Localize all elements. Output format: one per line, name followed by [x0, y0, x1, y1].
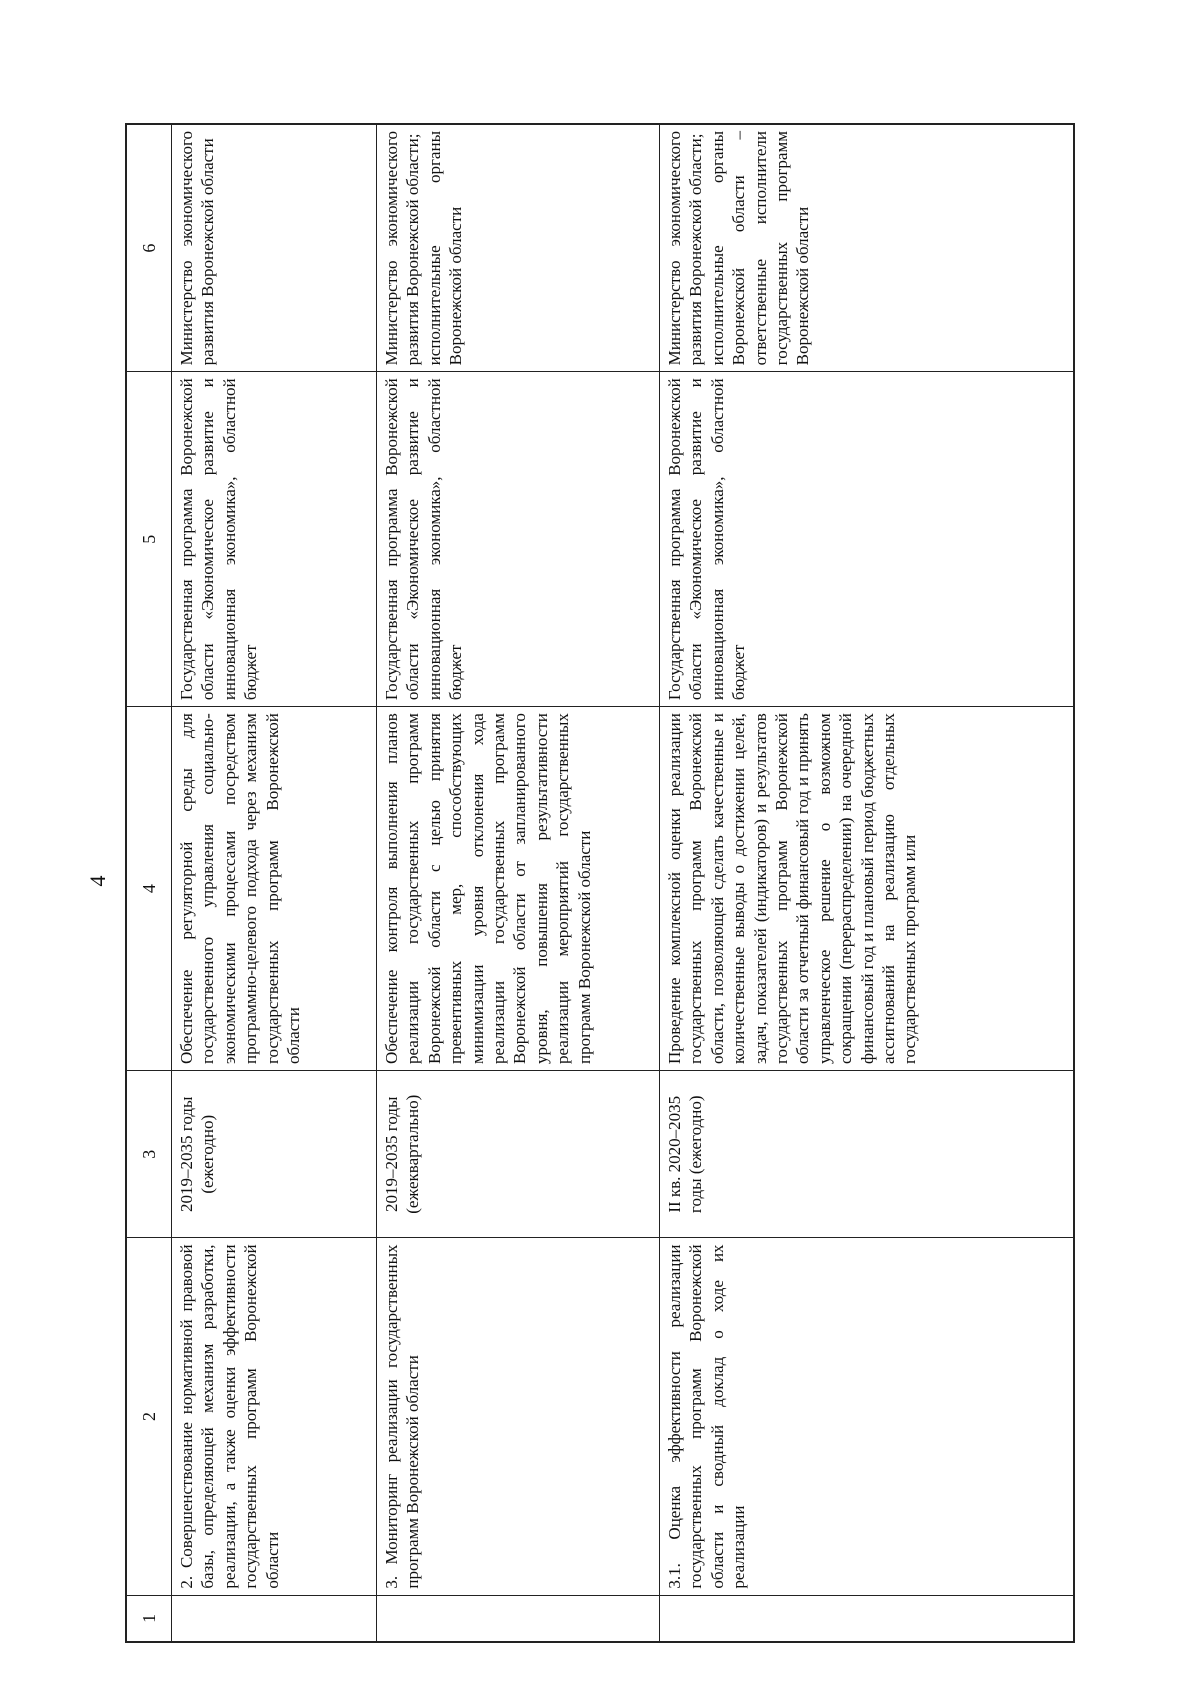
row-1-measure: 2. Совершенствование нормативной правовой базы, определяющей механизм разработки, реализации, а также оценки эффективности государственных программ Воронежской области: [172, 1238, 377, 1595]
header-col-6: 6: [126, 124, 172, 372]
table-row: [660, 124, 1075, 1642]
header-col-4: 4: [126, 707, 172, 1071]
row-2-expected-result: Обеспечение контроля выполнения планов реализации государственных программ Воронежской области с целью принятия превентивных мер, способствующих минимизации уровня отклонения хода реализации государственных программ Воронежской области от запланированного уровня, повышения результативности реализации мероприятий государственных программ Воронежской области: [377, 707, 660, 1071]
header-col-3: 3: [126, 1071, 172, 1238]
row-2-responsible: Министерство экономического развития Воронежской области; исполнительные органы Воронежской области: [377, 124, 660, 372]
page-number: 4: [85, 875, 110, 887]
header-col-1: 1: [126, 1595, 172, 1642]
row-3-period: II кв. 2020–2035 годы (ежегодно): [660, 1071, 1075, 1238]
row-3-col-1: [660, 1595, 1075, 1642]
row-3-responsible: Министерство экономического развития Воронежской области; исполнительные органы Воронежской области – ответственные исполнители государственных программ Воронежской области: [660, 124, 1075, 372]
row-3-measure: 3.1. Оценка эффективности реализации государственных программ Воронежской области и сводный доклад о ходе их реализации: [660, 1238, 1075, 1595]
action-plan-table: [125, 123, 1075, 1643]
row-1-period: 2019–2035 годы (ежегодно): [172, 1071, 377, 1238]
header-col-2: 2: [126, 1238, 172, 1595]
row-2-measure: 3. Мониторинг реализации государственных программ Воронежской области: [377, 1238, 660, 1595]
header-col-5: 5: [126, 372, 172, 707]
row-1-responsible: Министерство экономического развития Воронежской области: [172, 124, 377, 372]
row-2-period: 2019–2035 годы (ежеквартально): [377, 1071, 660, 1238]
table-row: [377, 124, 660, 1642]
row-2-funding-source: Государственная программа Воронежской области «Экономическое развитие и инновационная экономика», областной бюджет: [377, 372, 660, 707]
table-row: [172, 124, 377, 1642]
row-1-expected-result: Обеспечение регуляторной среды для государственного управления социально-экономическими процессами посредством программно-целевого подхода через механизм государственных программ Воронежской области: [172, 707, 377, 1071]
row-1-col-1: [172, 1595, 377, 1642]
row-3-expected-result: Проведение комплексной оценки реализации государственных программ Воронежской области, позволяющей сделать качественные и количественные выводы о достижении целей, задач, показателей (индикаторов) и результатов государственных программ Воронежской области за отчетный финансовый год и принять управленческое решение о возможном сокращении (перераспределении) на очередной финансовый год и плановый период бюджетных ассигнований на реализацию отдельных государственных программ или: [660, 707, 1075, 1071]
header-row: [126, 124, 172, 1642]
row-2-col-1: [377, 1595, 660, 1642]
rotated-table-page: [125, 123, 1075, 1643]
row-3-funding-source: Государственная программа Воронежской области «Экономическое развитие и инновационная экономика», областной бюджет: [660, 372, 1075, 707]
row-1-funding-source: Государственная программа Воронежской области «Экономическое развитие и инновационная экономика», областной бюджет: [172, 372, 377, 707]
